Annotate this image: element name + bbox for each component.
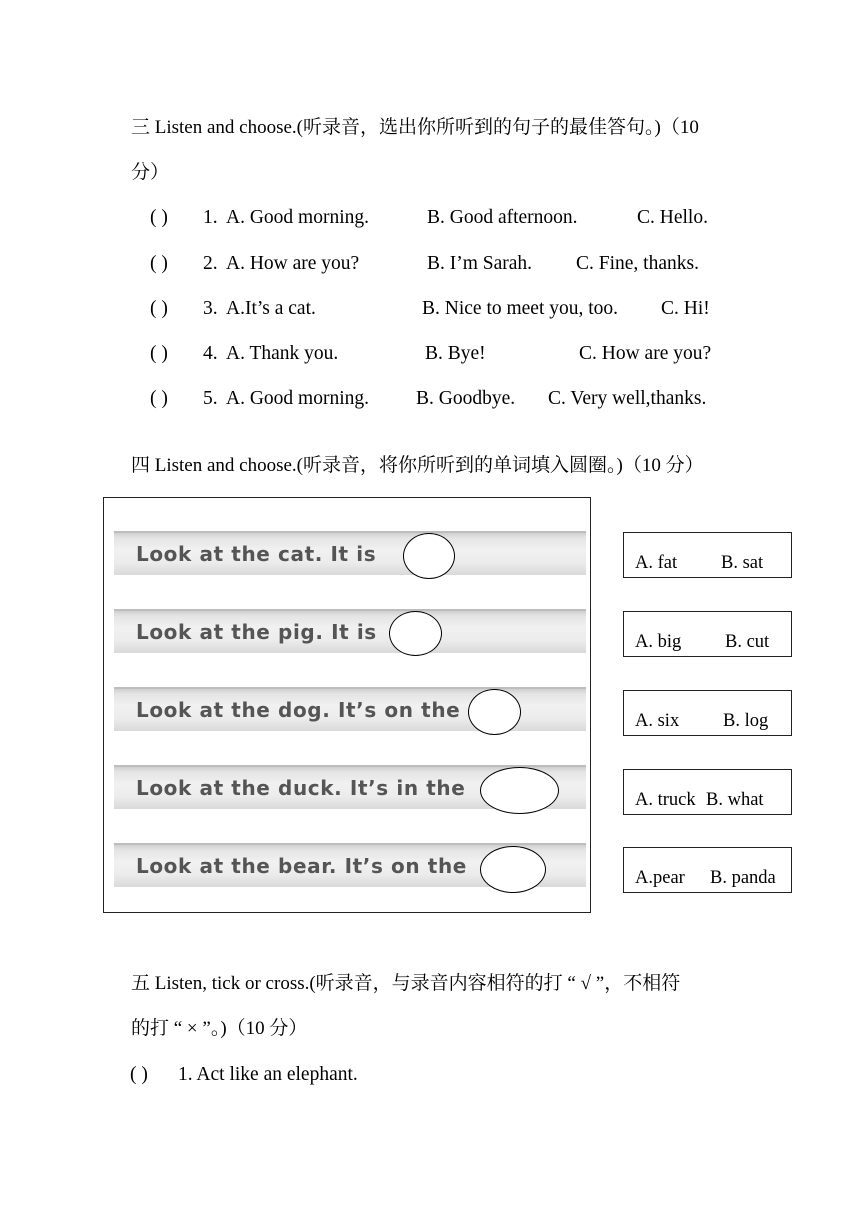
question-number: 4.: [203, 343, 218, 364]
sentence-text: Look at the duck. It’s in the: [136, 776, 466, 800]
word-option-a: A. six: [635, 711, 680, 731]
word-option-a: A.pear: [635, 868, 685, 888]
word-option-b: B. what: [706, 790, 764, 810]
word-option-b: B. cut: [725, 632, 770, 652]
sentence-strip: [114, 609, 586, 653]
option-a: A. Good morning.: [226, 207, 369, 228]
word-option-box: [623, 690, 792, 736]
section-5-heading: 五 Listen, tick or cross.(听录音，与录音内容相符的打 “ √ ”，不相符: [131, 973, 681, 994]
question-number: 1.: [203, 207, 218, 228]
sentence-text: Look at the cat. It is: [136, 542, 377, 566]
option-b: B. Good afternoon.: [427, 207, 578, 228]
sentence-text: Look at the bear. It’s on the: [136, 854, 467, 878]
word-option-a: A. truck: [635, 790, 696, 810]
question-number: 2.: [203, 253, 218, 274]
section-3-heading: 三 Listen and choose.(听录音，选出你所听到的句子的最佳答句。)（10: [131, 117, 699, 138]
word-option-a: A. big: [635, 632, 682, 652]
answer-paren[interactable]: ( ): [150, 343, 168, 364]
word-option-box: [623, 611, 792, 657]
option-c: C. Hello.: [637, 207, 708, 228]
option-c: C. Very well,thanks.: [548, 388, 707, 409]
option-c: C. Hi!: [661, 298, 710, 319]
option-b: B. I’m Sarah.: [427, 253, 533, 274]
word-option-box: [623, 532, 792, 578]
answer-circle[interactable]: [389, 611, 442, 656]
word-option-b: B. panda: [710, 868, 776, 888]
sentence-strip: [114, 531, 586, 575]
option-b: B. Bye!: [425, 343, 486, 364]
section-4-heading: 四 Listen and choose.(听录音，将你所听到的单词填入圆圈。)（10 分）: [131, 455, 704, 476]
option-a: A. How are you?: [226, 253, 360, 274]
tick-cross-text: 1. Act like an elephant.: [178, 1064, 358, 1085]
question-number: 5.: [203, 388, 218, 409]
answer-circle[interactable]: [480, 846, 546, 893]
sentence-picture-frame: [103, 497, 591, 913]
sentence-text: Look at the pig. It is: [136, 620, 377, 644]
answer-paren[interactable]: ( ): [150, 388, 168, 409]
question-number: 3.: [203, 298, 218, 319]
option-b: B. Goodbye.: [416, 388, 516, 409]
word-option-box: [623, 847, 792, 893]
answer-paren[interactable]: ( ): [150, 207, 168, 228]
option-c: C. How are you?: [579, 343, 712, 364]
option-c: C. Fine, thanks.: [576, 253, 699, 274]
answer-paren[interactable]: ( ): [150, 298, 168, 319]
word-option-box: [623, 769, 792, 815]
word-option-a: A. fat: [635, 553, 678, 573]
word-option-b: B. sat: [721, 553, 764, 573]
answer-paren[interactable]: ( ): [130, 1064, 148, 1085]
sentence-text: Look at the dog. It’s on the: [136, 698, 461, 722]
section-5-heading-cont: 的打 “ × ”。)（10 分）: [131, 1018, 308, 1039]
section-3-heading-cont: 分）: [131, 162, 170, 183]
option-a: A. Thank you.: [226, 343, 339, 364]
option-a: A. Good morning.: [226, 388, 369, 409]
answer-paren[interactable]: ( ): [150, 253, 168, 274]
option-a: A.It’s a cat.: [226, 298, 316, 319]
word-option-b: B. log: [723, 711, 769, 731]
answer-circle[interactable]: [480, 767, 559, 814]
option-b: B. Nice to meet you, too.: [422, 298, 619, 319]
answer-circle[interactable]: [403, 533, 455, 579]
answer-circle[interactable]: [468, 689, 521, 735]
